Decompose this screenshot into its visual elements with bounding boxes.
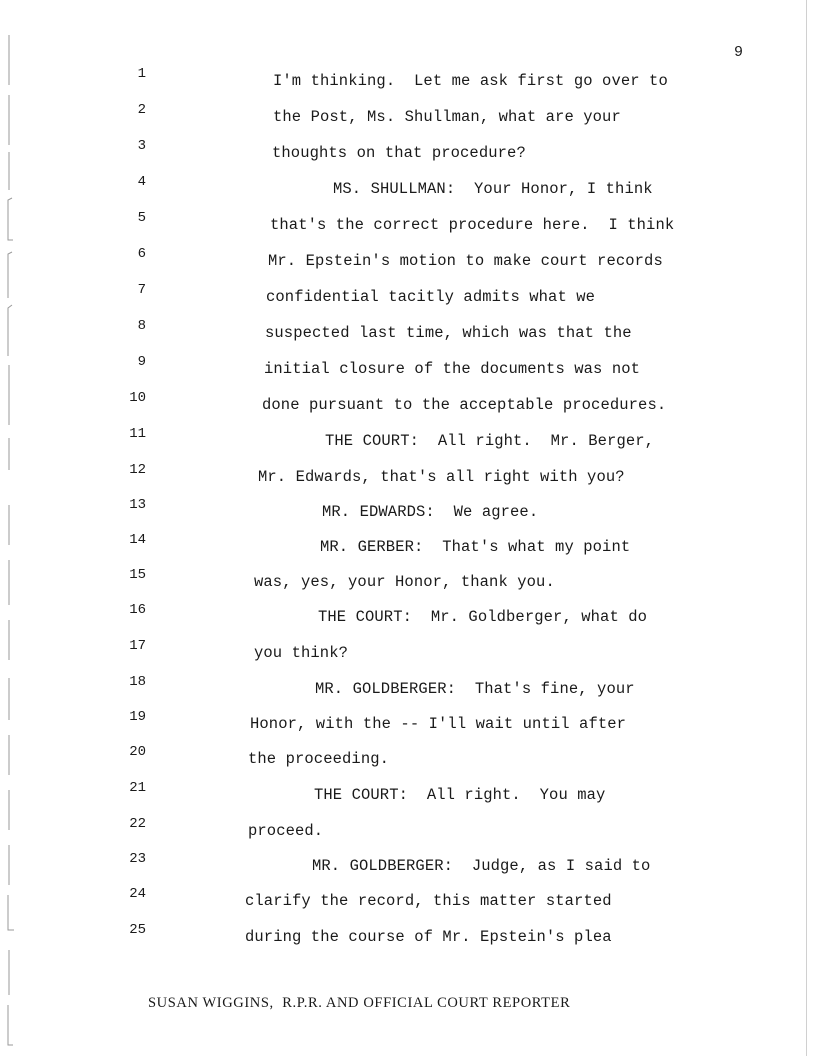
right-margin-rule: [806, 0, 807, 1056]
line-text: Mr. Edwards, that's all right with you?: [258, 468, 625, 486]
line-text: THE COURT: Mr. Goldberger, what do: [318, 608, 648, 626]
line-number: 15: [129, 567, 146, 583]
line-number: 6: [137, 246, 146, 262]
transcript-line: [0, 886, 817, 914]
transcript-line: [0, 462, 817, 490]
line-number: 3: [137, 138, 146, 154]
transcript-line: [0, 816, 817, 844]
transcript-line: [0, 390, 817, 418]
line-text: you think?: [254, 644, 349, 662]
line-text: MR. GERBER: That's what my point: [320, 538, 631, 556]
line-text: THE COURT: All right. Mr. Berger,: [325, 432, 655, 450]
line-text: thoughts on that procedure?: [272, 144, 526, 162]
line-text: proceed.: [248, 822, 324, 840]
line-number: 17: [129, 638, 146, 654]
transcript-line: [0, 66, 817, 94]
line-number: 7: [137, 282, 146, 298]
transcript-line: [0, 532, 817, 560]
transcript-line: [0, 638, 817, 666]
line-number: 2: [137, 102, 146, 118]
line-number: 25: [129, 922, 146, 938]
line-number: 4: [137, 174, 146, 190]
line-text: Honor, with the -- I'll wait until after: [250, 715, 627, 733]
line-text: I'm thinking. Let me ask first go over to: [273, 72, 668, 90]
line-number: 12: [129, 462, 146, 478]
transcript-line: [0, 282, 817, 310]
line-number: 22: [129, 816, 146, 832]
transcript-line: [0, 426, 817, 454]
line-number: 13: [129, 497, 146, 513]
line-number: 9: [137, 354, 146, 370]
page-number: 9: [734, 44, 744, 61]
line-number: 21: [129, 780, 146, 796]
line-text: initial closure of the documents was not: [264, 360, 641, 378]
line-number: 24: [129, 886, 146, 902]
transcript-line: [0, 102, 817, 130]
line-number: 10: [129, 390, 146, 406]
line-text: MR. EDWARDS: We agree.: [322, 503, 539, 521]
line-text: the Post, Ms. Shullman, what are your: [273, 108, 621, 126]
line-text: MR. GOLDBERGER: Judge, as I said to: [312, 857, 651, 875]
transcript-line: [0, 709, 817, 737]
line-text: was, yes, your Honor, thank you.: [254, 573, 555, 591]
line-number: 5: [137, 210, 146, 226]
line-text: during the course of Mr. Epstein's plea: [245, 928, 612, 946]
transcript-line: [0, 318, 817, 346]
transcript-line: [0, 674, 817, 702]
line-number: 11: [129, 426, 146, 442]
transcript-line: [0, 922, 817, 950]
line-text: done pursuant to the acceptable procedures.: [262, 396, 667, 414]
line-text: MS. SHULLMAN: Your Honor, I think: [333, 180, 653, 198]
line-number: 14: [129, 532, 146, 548]
line-number: 1: [137, 66, 146, 82]
transcript-line: [0, 174, 817, 202]
line-text: that's the correct procedure here. I think: [270, 216, 675, 234]
line-text: confidential tacitly admits what we: [266, 288, 596, 306]
transcript-line: [0, 851, 817, 879]
transcript-line: [0, 780, 817, 808]
line-number: 23: [129, 851, 146, 867]
line-text: suspected last time, which was that the: [265, 324, 632, 342]
line-text: THE COURT: All right. You may: [314, 786, 606, 804]
transcript-line: [0, 567, 817, 595]
transcript-line: [0, 354, 817, 382]
transcript-line: [0, 744, 817, 772]
transcript-line: [0, 210, 817, 238]
transcript-line: [0, 497, 817, 525]
transcript-line: [0, 246, 817, 274]
transcript-line: [0, 602, 817, 630]
transcript-line: [0, 138, 817, 166]
line-number: 8: [137, 318, 146, 334]
reporter-footer: SUSAN WIGGINS, R.P.R. AND OFFICIAL COURT REPORTER: [148, 995, 571, 1011]
line-number: 20: [129, 744, 146, 760]
line-number: 18: [129, 674, 146, 690]
line-text: the proceeding.: [248, 750, 390, 768]
line-text: clarify the record, this matter started: [245, 892, 612, 910]
line-number: 19: [129, 709, 146, 725]
line-text: Mr. Epstein's motion to make court records: [268, 252, 663, 270]
line-number: 16: [129, 602, 146, 618]
line-text: MR. GOLDBERGER: That's fine, your: [315, 680, 635, 698]
